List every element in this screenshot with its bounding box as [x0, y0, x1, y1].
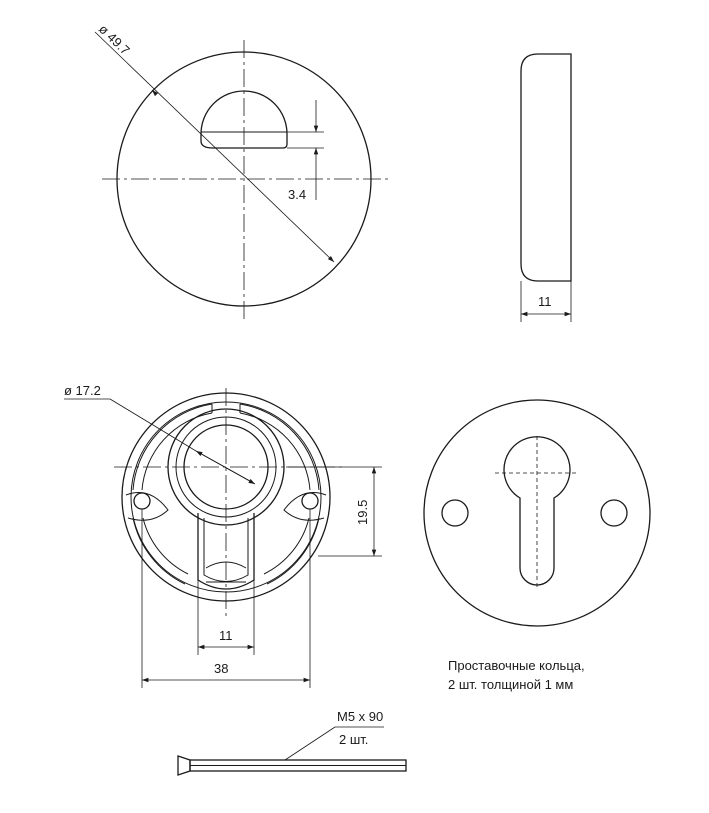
- screw-head: [178, 756, 190, 775]
- hole-offset-label: 19.5: [355, 499, 370, 525]
- spacer-ring-view: [424, 400, 650, 626]
- ear-left: [126, 493, 168, 521]
- spacer-note-line-2: 2 шт. толщиной 1 мм: [448, 677, 574, 692]
- inner-dia-arrow-start: [196, 451, 250, 481]
- top-front-view: [95, 21, 388, 320]
- inner-dia-leader: [110, 399, 196, 451]
- spacer-hole-left: [442, 500, 468, 526]
- mount-hole-right: [302, 493, 318, 509]
- side-thickness-label: 11: [538, 294, 552, 309]
- side-view: [521, 54, 571, 322]
- spacer-hole-right: [601, 500, 627, 526]
- side-profile: [521, 54, 571, 281]
- diameter-line: [95, 32, 334, 262]
- screw-size-label: M5 x 90: [337, 709, 384, 724]
- screw-leader: [285, 727, 335, 760]
- spacer-note-line-1: Проставочные кольца,: [448, 658, 585, 673]
- rib-right-lower-inner: [264, 518, 309, 574]
- rib-left-lower-inner: [143, 518, 188, 574]
- slot-width-label: 11: [219, 628, 233, 643]
- inner-diameter-label: ø 17.2: [64, 383, 101, 398]
- spacer-note: [448, 656, 585, 694]
- back-view: [64, 383, 382, 688]
- outer-diameter-label: ø 49.7: [95, 21, 133, 58]
- screw-qty-label: 2 шт.: [339, 732, 369, 747]
- ear-right: [284, 493, 326, 521]
- slot-height-label: 3.4: [288, 187, 307, 202]
- hole-spacing-label: 38: [214, 661, 229, 676]
- mount-hole-left: [134, 493, 150, 509]
- screw-view: [178, 709, 406, 775]
